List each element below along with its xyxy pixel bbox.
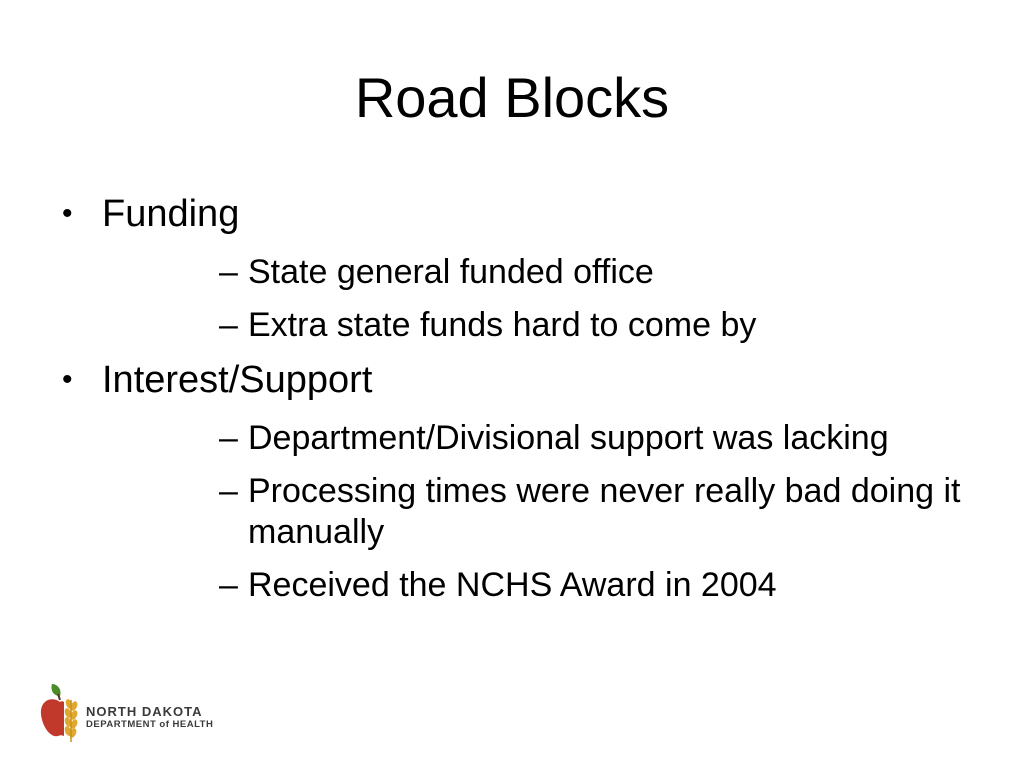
dash-icon: – (219, 306, 238, 344)
sub-bullet-text: Received the NCHS Award in 2004 (248, 566, 777, 604)
sub-bullet-text: Extra state funds hard to come by (248, 306, 757, 344)
sub-bullet-item (102, 418, 1024, 459)
bullet-icon: • (62, 197, 73, 230)
sub-bullet-list (102, 252, 1024, 346)
sub-bullet-text: Processing times were never really bad doing it manually (248, 472, 961, 551)
sub-bullet-item (102, 252, 1024, 293)
sub-bullet-item (102, 471, 1024, 553)
bullet-item-interest-support (0, 354, 1024, 606)
slide-title: Road Blocks (354, 66, 670, 129)
bullet-text: Funding (102, 193, 240, 235)
bullet-icon: • (62, 363, 73, 396)
sub-bullet-text: Department/Divisional support was lacking (248, 419, 889, 457)
bullet-list (0, 188, 1024, 612)
sub-bullet-text: State general funded office (248, 253, 654, 291)
logo-line-1: NORTH DAKOTA (86, 704, 203, 719)
sub-bullet-item (102, 305, 1024, 346)
sub-bullet-item (102, 565, 1024, 606)
dash-icon: – (219, 472, 238, 510)
bullet-item-funding (0, 188, 1024, 346)
dash-icon: – (219, 566, 238, 604)
dash-icon: – (219, 419, 238, 457)
apple-wheat-icon (38, 682, 82, 744)
logo-line-2: DEPARTMENT of HEALTH (86, 719, 214, 730)
bullet-text: Interest/Support (102, 359, 373, 401)
sub-bullet-list (102, 418, 1024, 606)
dash-icon: – (219, 253, 238, 291)
logo-text (86, 704, 213, 731)
nd-health-logo (38, 682, 238, 744)
